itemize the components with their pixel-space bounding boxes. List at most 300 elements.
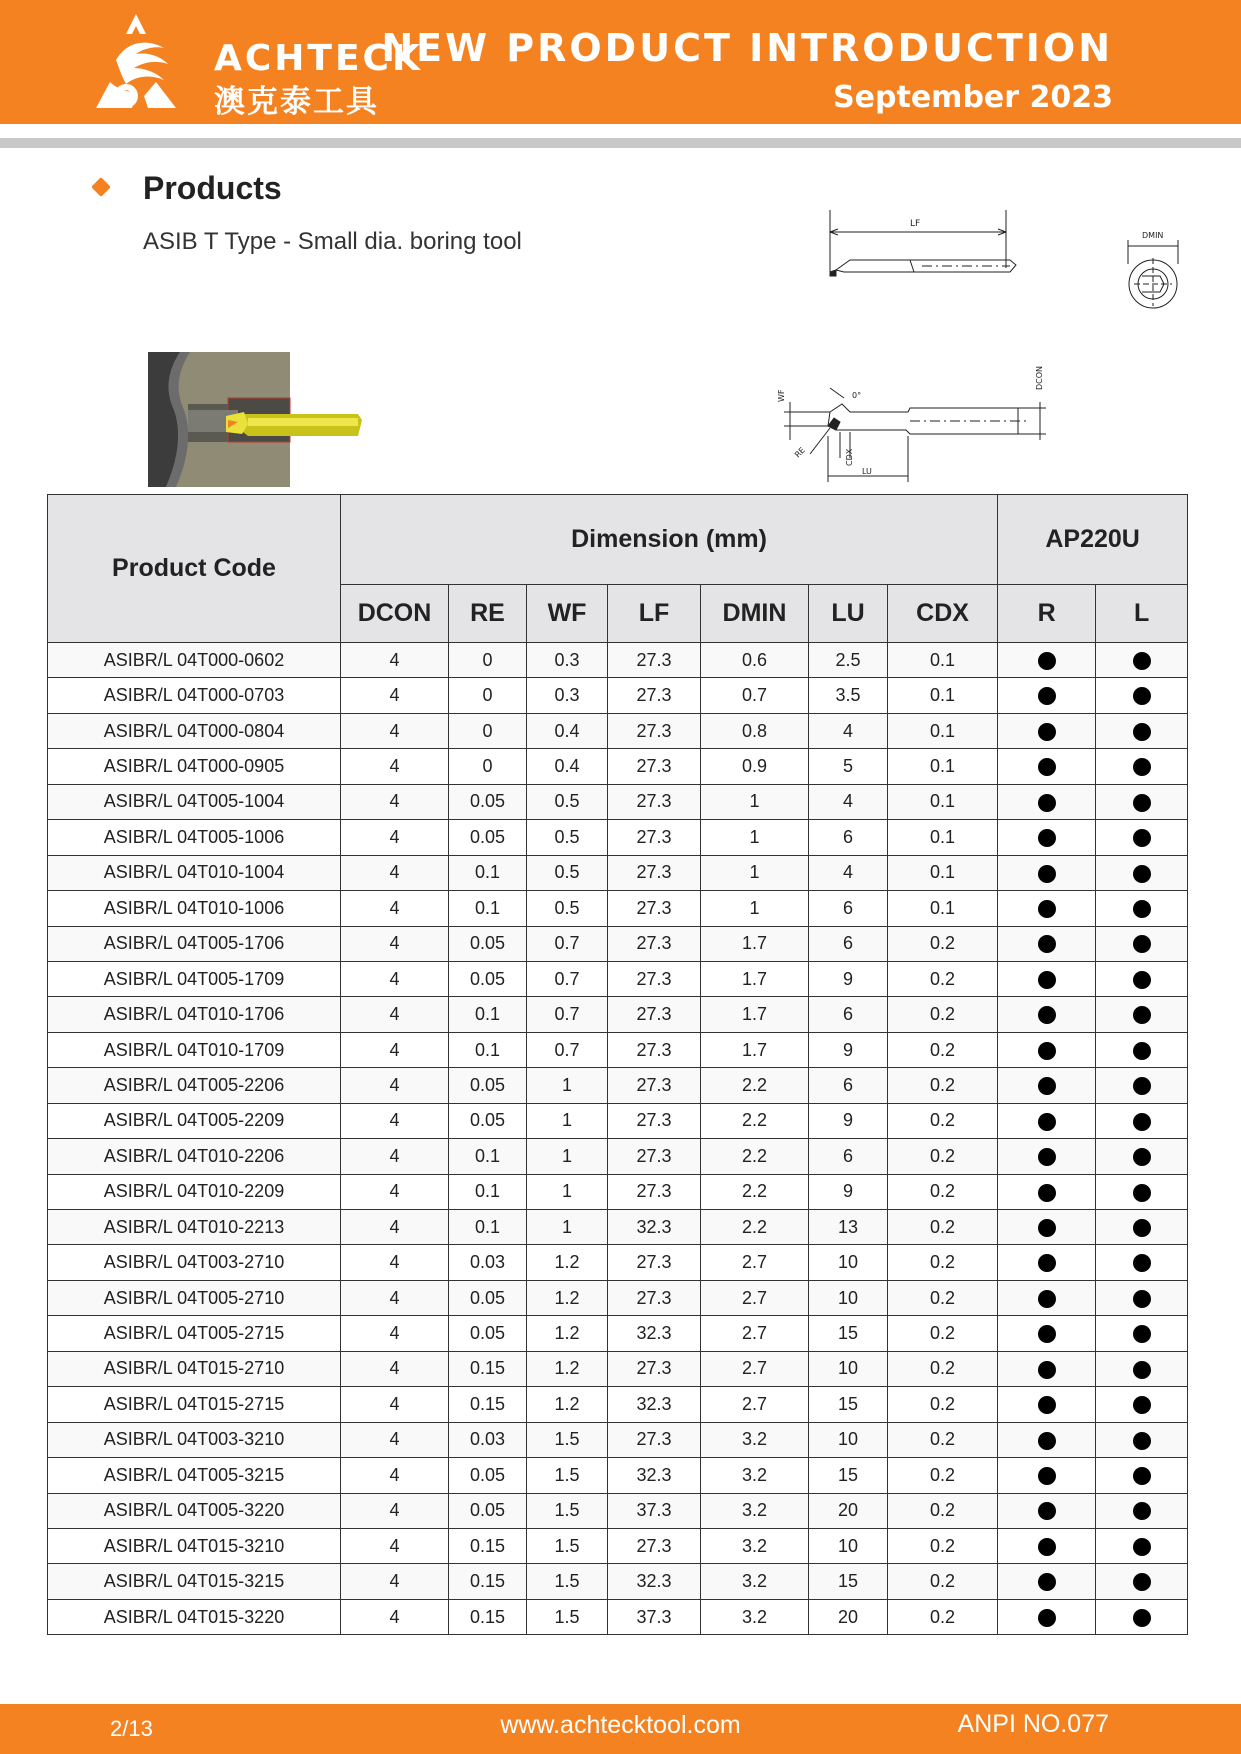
dimension-cell: 4 (341, 713, 449, 748)
table-row (48, 1174, 1188, 1209)
dimension-cell: 9 (809, 1174, 888, 1209)
availability-dot-icon (1133, 1006, 1151, 1024)
availability-cell-r (998, 1103, 1096, 1138)
availability-dot-icon (1038, 1042, 1056, 1060)
availability-dot-icon (1133, 865, 1151, 883)
dimension-cell: 27.3 (608, 891, 701, 926)
availability-dot-icon (1038, 687, 1056, 705)
dimension-cell: 0 (449, 713, 527, 748)
dimension-cell: 4 (341, 855, 449, 890)
dimension-cell: 1 (701, 891, 809, 926)
dimension-cell: 27.3 (608, 643, 701, 678)
dimension-cell: 27.3 (608, 1103, 701, 1138)
dimension-cell: 32.3 (608, 1387, 701, 1422)
availability-cell-r (998, 1139, 1096, 1174)
dimension-cell: 1.2 (527, 1351, 608, 1386)
availability-dot-icon (1133, 1538, 1151, 1556)
availability-dot-icon (1038, 652, 1056, 670)
dimension-cell: 0.4 (527, 713, 608, 748)
dimension-cell: 0 (449, 749, 527, 784)
dimension-cell: 0.1 (888, 891, 998, 926)
dimension-cell: 37.3 (608, 1493, 701, 1528)
dimension-cell: 6 (809, 1068, 888, 1103)
availability-dot-icon (1038, 1609, 1056, 1627)
label-lu: LU (862, 467, 872, 476)
dimension-cell: 4 (341, 1351, 449, 1386)
section-subtitle: ASIB T Type - Small dia. boring tool (143, 228, 522, 255)
availability-dot-icon (1133, 687, 1151, 705)
dimension-cell: 0.03 (449, 1422, 527, 1457)
availability-cell-l (1096, 1387, 1188, 1422)
dimension-cell: 0.6 (701, 643, 809, 678)
table-row (48, 1280, 1188, 1315)
product-spec-table (47, 494, 1188, 1635)
dimension-cell: 0.2 (888, 1103, 998, 1138)
dimension-cell: 27.3 (608, 820, 701, 855)
dimension-cell: 27.3 (608, 749, 701, 784)
dimension-cell: 4 (341, 1528, 449, 1563)
product-code-cell: ASIBR/L 04T005-2715 (48, 1316, 341, 1351)
availability-dot-icon (1038, 1184, 1056, 1202)
dimension-cell: 10 (809, 1422, 888, 1457)
availability-cell-l (1096, 1032, 1188, 1067)
dimension-cell: 37.3 (608, 1599, 701, 1634)
dimension-cell: 15 (809, 1458, 888, 1493)
dimension-cell: 0.05 (449, 820, 527, 855)
availability-cell-l (1096, 1245, 1188, 1280)
dimension-cell: 27.3 (608, 678, 701, 713)
dimension-cell: 1.2 (527, 1280, 608, 1315)
dimension-cell: 9 (809, 1103, 888, 1138)
dimension-cell: 4 (341, 820, 449, 855)
dimension-cell: 0.4 (527, 749, 608, 784)
dimension-cell: 0.2 (888, 1351, 998, 1386)
dimension-cell: 0.05 (449, 961, 527, 996)
dimension-cell: 6 (809, 891, 888, 926)
dimension-cell: 0.03 (449, 1245, 527, 1280)
availability-cell-l (1096, 961, 1188, 996)
dimension-cell: 0.2 (888, 1422, 998, 1457)
dimension-cell: 0.1 (449, 1210, 527, 1245)
availability-dot-icon (1133, 900, 1151, 918)
dimension-cell: 27.3 (608, 1280, 701, 1315)
label-re: RE (793, 445, 807, 460)
availability-cell-l (1096, 1564, 1188, 1599)
header-cdx: CDX (888, 585, 998, 643)
dimension-cell: 0.5 (527, 784, 608, 819)
dimension-cell: 4 (341, 891, 449, 926)
dimension-cell: 4 (809, 713, 888, 748)
dimension-cell: 0.1 (449, 855, 527, 890)
dimension-cell: 1.5 (527, 1564, 608, 1599)
dimension-cell: 20 (809, 1599, 888, 1634)
label-angle: 0° (852, 391, 862, 400)
dimension-cell: 4 (341, 1139, 449, 1174)
availability-cell-l (1096, 1351, 1188, 1386)
availability-cell-r (998, 1245, 1096, 1280)
table-row (48, 1422, 1188, 1457)
dimension-cell: 1.5 (527, 1528, 608, 1563)
table-row (48, 1493, 1188, 1528)
availability-cell-r (998, 749, 1096, 784)
dimension-cell: 0.15 (449, 1599, 527, 1634)
dimension-cell: 4 (341, 997, 449, 1032)
availability-dot-icon (1133, 935, 1151, 953)
dimension-cell: 0 (449, 643, 527, 678)
availability-cell-r (998, 1564, 1096, 1599)
dimension-cell: 4 (341, 1210, 449, 1245)
dimension-cell: 0.1 (449, 891, 527, 926)
dimension-cell: 4 (341, 1422, 449, 1457)
table-row (48, 855, 1188, 890)
dimension-cell: 0.2 (888, 1458, 998, 1493)
availability-cell-l (1096, 997, 1188, 1032)
dimension-cell: 0.2 (888, 1280, 998, 1315)
availability-dot-icon (1038, 971, 1056, 989)
dimension-cell: 4 (341, 926, 449, 961)
availability-dot-icon (1038, 1148, 1056, 1166)
dimension-cell: 0.1 (888, 749, 998, 784)
dimension-cell: 10 (809, 1245, 888, 1280)
table-row (48, 961, 1188, 996)
availability-cell-r (998, 820, 1096, 855)
dimension-cell: 0.5 (527, 820, 608, 855)
dimension-cell: 27.3 (608, 997, 701, 1032)
dimension-cell: 0.2 (888, 1032, 998, 1067)
dimension-cell: 0.1 (449, 1032, 527, 1067)
dimension-cell: 27.3 (608, 1032, 701, 1067)
dimension-cell: 9 (809, 961, 888, 996)
product-code-cell: ASIBR/L 04T010-1006 (48, 891, 341, 926)
product-code-cell: ASIBR/L 04T005-2710 (48, 1280, 341, 1315)
label-cdx: CDX (845, 448, 854, 466)
availability-dot-icon (1038, 794, 1056, 812)
table-row (48, 643, 1188, 678)
dimension-cell: 27.3 (608, 1245, 701, 1280)
availability-dot-icon (1038, 1077, 1056, 1095)
availability-cell-r (998, 1068, 1096, 1103)
dimension-cell: 0.15 (449, 1351, 527, 1386)
dimension-cell: 0 (449, 678, 527, 713)
dimension-cell: 4 (341, 1068, 449, 1103)
dimension-cell: 2.7 (701, 1245, 809, 1280)
dimension-cell: 0.2 (888, 961, 998, 996)
dimension-cell: 27.3 (608, 961, 701, 996)
dimension-cell: 0.05 (449, 1458, 527, 1493)
header-lu: LU (809, 585, 888, 643)
product-code-cell: ASIBR/L 04T010-2206 (48, 1139, 341, 1174)
header-dmin: DMIN (701, 585, 809, 643)
availability-cell-l (1096, 1458, 1188, 1493)
table-row (48, 1210, 1188, 1245)
dimension-cell: 0.1 (449, 997, 527, 1032)
availability-dot-icon (1038, 1290, 1056, 1308)
availability-cell-r (998, 1387, 1096, 1422)
dimension-cell: 0.1 (888, 784, 998, 819)
dimension-cell: 0.2 (888, 1599, 998, 1634)
page-number: 2/13 (110, 1716, 153, 1741)
dimension-cell: 4 (341, 678, 449, 713)
dimension-cell: 0.2 (888, 1564, 998, 1599)
availability-dot-icon (1133, 723, 1151, 741)
availability-cell-l (1096, 1139, 1188, 1174)
availability-cell-l (1096, 891, 1188, 926)
availability-cell-l (1096, 1103, 1188, 1138)
availability-dot-icon (1133, 1254, 1151, 1272)
availability-cell-r (998, 1316, 1096, 1351)
table-row (48, 820, 1188, 855)
availability-cell-r (998, 1280, 1096, 1315)
dimension-cell: 0.2 (888, 1139, 998, 1174)
availability-dot-icon (1038, 829, 1056, 847)
dimension-cell: 4 (341, 1103, 449, 1138)
table-row (48, 1032, 1188, 1067)
availability-cell-l (1096, 643, 1188, 678)
availability-dot-icon (1038, 1573, 1056, 1591)
availability-cell-l (1096, 1210, 1188, 1245)
dimension-cell: 2.7 (701, 1316, 809, 1351)
availability-cell-r (998, 1422, 1096, 1457)
availability-dot-icon (1133, 1290, 1151, 1308)
dimension-cell: 3.2 (701, 1458, 809, 1493)
dimension-cell: 3.2 (701, 1564, 809, 1599)
label-lf: LF (910, 219, 921, 229)
availability-cell-r (998, 855, 1096, 890)
table-row (48, 749, 1188, 784)
dimension-cell: 5 (809, 749, 888, 784)
dimension-cell: 10 (809, 1280, 888, 1315)
dimension-cell: 2.7 (701, 1351, 809, 1386)
header-re: RE (449, 585, 527, 643)
dimension-cell: 20 (809, 1493, 888, 1528)
dimension-cell: 0.2 (888, 1174, 998, 1209)
product-code-cell: ASIBR/L 04T010-1709 (48, 1032, 341, 1067)
availability-dot-icon (1133, 794, 1151, 812)
dimension-cell: 4 (809, 784, 888, 819)
table-row (48, 1245, 1188, 1280)
availability-dot-icon (1133, 1432, 1151, 1450)
dimension-cell: 1 (701, 855, 809, 890)
product-code-cell: ASIBR/L 04T015-3215 (48, 1564, 341, 1599)
dimension-cell: 0.1 (449, 1174, 527, 1209)
label-wf: WF (777, 389, 786, 402)
availability-cell-r (998, 1210, 1096, 1245)
availability-cell-l (1096, 784, 1188, 819)
dimension-cell: 10 (809, 1528, 888, 1563)
table-row (48, 1458, 1188, 1493)
dimension-cell: 27.3 (608, 1139, 701, 1174)
availability-cell-l (1096, 1316, 1188, 1351)
dimension-cell: 0.2 (888, 1245, 998, 1280)
dimension-cell: 15 (809, 1316, 888, 1351)
dimension-cell: 0.05 (449, 1316, 527, 1351)
label-dmin: DMIN (1142, 231, 1164, 240)
header-grade: AP220U (998, 495, 1188, 585)
availability-dot-icon (1133, 1502, 1151, 1520)
availability-cell-r (998, 678, 1096, 713)
table-row (48, 1564, 1188, 1599)
header-dimension: Dimension (mm) (341, 495, 998, 585)
product-code-cell: ASIBR/L 04T015-3210 (48, 1528, 341, 1563)
availability-cell-r (998, 891, 1096, 926)
dimension-cell: 0.05 (449, 1103, 527, 1138)
dimension-cell: 27.3 (608, 926, 701, 961)
availability-dot-icon (1038, 1538, 1056, 1556)
dimension-cell: 1.7 (701, 1032, 809, 1067)
dimension-cell: 3.2 (701, 1528, 809, 1563)
availability-cell-r (998, 643, 1096, 678)
availability-cell-l (1096, 1493, 1188, 1528)
dimension-cell: 0.05 (449, 926, 527, 961)
dimension-cell: 1.5 (527, 1422, 608, 1457)
availability-cell-l (1096, 1280, 1188, 1315)
product-code-cell: ASIBR/L 04T005-2209 (48, 1103, 341, 1138)
boring-tool-photo (148, 352, 362, 487)
dimension-cell: 0.2 (888, 1387, 998, 1422)
availability-cell-l (1096, 855, 1188, 890)
header-hand-r: R (998, 585, 1096, 643)
availability-cell-l (1096, 1599, 1188, 1634)
product-code-cell: ASIBR/L 04T000-0905 (48, 749, 341, 784)
availability-cell-r (998, 1528, 1096, 1563)
availability-cell-r (998, 1458, 1096, 1493)
dimension-cell: 2.2 (701, 1068, 809, 1103)
dimension-cell: 4 (341, 1564, 449, 1599)
dimension-cell: 4 (341, 784, 449, 819)
dimension-cell: 0.1 (888, 643, 998, 678)
dimension-cell: 4 (341, 749, 449, 784)
table-row (48, 926, 1188, 961)
availability-dot-icon (1133, 829, 1151, 847)
dimension-cell: 0.2 (888, 1210, 998, 1245)
availability-dot-icon (1038, 1325, 1056, 1343)
dimension-cell: 0.05 (449, 1068, 527, 1103)
dimension-cell: 1.2 (527, 1245, 608, 1280)
product-code-cell: ASIBR/L 04T010-2209 (48, 1174, 341, 1209)
dimension-cell: 4 (341, 1316, 449, 1351)
dimension-cell: 0.15 (449, 1387, 527, 1422)
header-date: September 2023 (833, 80, 1113, 115)
product-code-cell: ASIBR/L 04T015-2710 (48, 1351, 341, 1386)
availability-dot-icon (1133, 1609, 1151, 1627)
dimension-cell: 0.1 (888, 820, 998, 855)
brand-name-en: ACHTECK (214, 38, 423, 79)
dimension-cell: 27.3 (608, 1174, 701, 1209)
section-title: Products (143, 170, 282, 206)
dimension-cell: 10 (809, 1351, 888, 1386)
table-row (48, 891, 1188, 926)
availability-cell-r (998, 784, 1096, 819)
section-bullet-icon (91, 177, 111, 197)
availability-dot-icon (1133, 1148, 1151, 1166)
table-row (48, 1139, 1188, 1174)
availability-dot-icon (1038, 1502, 1056, 1520)
availability-cell-l (1096, 1528, 1188, 1563)
dimension-cell: 32.3 (608, 1458, 701, 1493)
dimension-cell: 9 (809, 1032, 888, 1067)
dimension-cell: 13 (809, 1210, 888, 1245)
availability-dot-icon (1133, 1396, 1151, 1414)
availability-cell-l (1096, 820, 1188, 855)
availability-dot-icon (1133, 1573, 1151, 1591)
dimension-cell: 4 (341, 643, 449, 678)
availability-dot-icon (1038, 723, 1056, 741)
dimension-cell: 4 (341, 1280, 449, 1315)
availability-dot-icon (1038, 758, 1056, 776)
header-hand-l: L (1096, 585, 1188, 643)
product-code-cell: ASIBR/L 04T005-3220 (48, 1493, 341, 1528)
availability-cell-l (1096, 713, 1188, 748)
dimension-cell: 4 (809, 855, 888, 890)
dimension-cell: 2.2 (701, 1139, 809, 1174)
header-dcon: DCON (341, 585, 449, 643)
product-code-cell: ASIBR/L 04T010-1706 (48, 997, 341, 1032)
dimension-cell: 0.7 (527, 1032, 608, 1067)
product-code-cell: ASIBR/L 04T010-1004 (48, 855, 341, 890)
dimension-cell: 0.2 (888, 1316, 998, 1351)
dimension-cell: 0.3 (527, 678, 608, 713)
dimension-cell: 1 (701, 820, 809, 855)
dimension-cell: 0.7 (527, 926, 608, 961)
dimension-cell: 6 (809, 997, 888, 1032)
dimension-cell: 0.1 (888, 713, 998, 748)
dimension-cell: 4 (341, 1174, 449, 1209)
dimension-cell: 0.15 (449, 1528, 527, 1563)
table-row (48, 1316, 1188, 1351)
product-code-cell: ASIBR/L 04T010-2213 (48, 1210, 341, 1245)
dimension-cell: 0.05 (449, 1280, 527, 1315)
availability-cell-l (1096, 926, 1188, 961)
table-row (48, 1068, 1188, 1103)
dimension-cell: 1.2 (527, 1316, 608, 1351)
product-code-cell: ASIBR/L 04T003-3210 (48, 1422, 341, 1457)
availability-dot-icon (1038, 1219, 1056, 1237)
availability-cell-l (1096, 749, 1188, 784)
dimension-cell: 0.3 (527, 643, 608, 678)
label-dcon: DCON (1035, 365, 1044, 390)
dimension-cell: 0.2 (888, 926, 998, 961)
dimension-cell: 4 (341, 961, 449, 996)
product-code-cell: ASIBR/L 04T005-3215 (48, 1458, 341, 1493)
availability-dot-icon (1038, 1361, 1056, 1379)
table-row (48, 713, 1188, 748)
dimension-cell: 3.5 (809, 678, 888, 713)
availability-dot-icon (1133, 1467, 1151, 1485)
availability-cell-r (998, 961, 1096, 996)
product-code-cell: ASIBR/L 04T005-1006 (48, 820, 341, 855)
header-product-code: Product Code (48, 495, 341, 643)
availability-dot-icon (1038, 1254, 1056, 1272)
dimension-cell: 0.7 (527, 997, 608, 1032)
dimension-cell: 1 (527, 1139, 608, 1174)
table-row (48, 1103, 1188, 1138)
availability-cell-r (998, 1493, 1096, 1528)
dimension-cell: 2.5 (809, 643, 888, 678)
availability-dot-icon (1133, 1113, 1151, 1131)
dimension-cell: 0.9 (701, 749, 809, 784)
dimension-cell: 0.7 (701, 678, 809, 713)
availability-cell-r (998, 1032, 1096, 1067)
dimension-cell: 0.1 (888, 855, 998, 890)
availability-dot-icon (1133, 1361, 1151, 1379)
footer-anpi-number: ANPI NO.077 (957, 1710, 1109, 1738)
product-code-cell: ASIBR/L 04T000-0602 (48, 643, 341, 678)
availability-cell-r (998, 713, 1096, 748)
table-row (48, 1599, 1188, 1634)
dimension-cell: 0.05 (449, 784, 527, 819)
availability-dot-icon (1038, 900, 1056, 918)
availability-dot-icon (1133, 1219, 1151, 1237)
